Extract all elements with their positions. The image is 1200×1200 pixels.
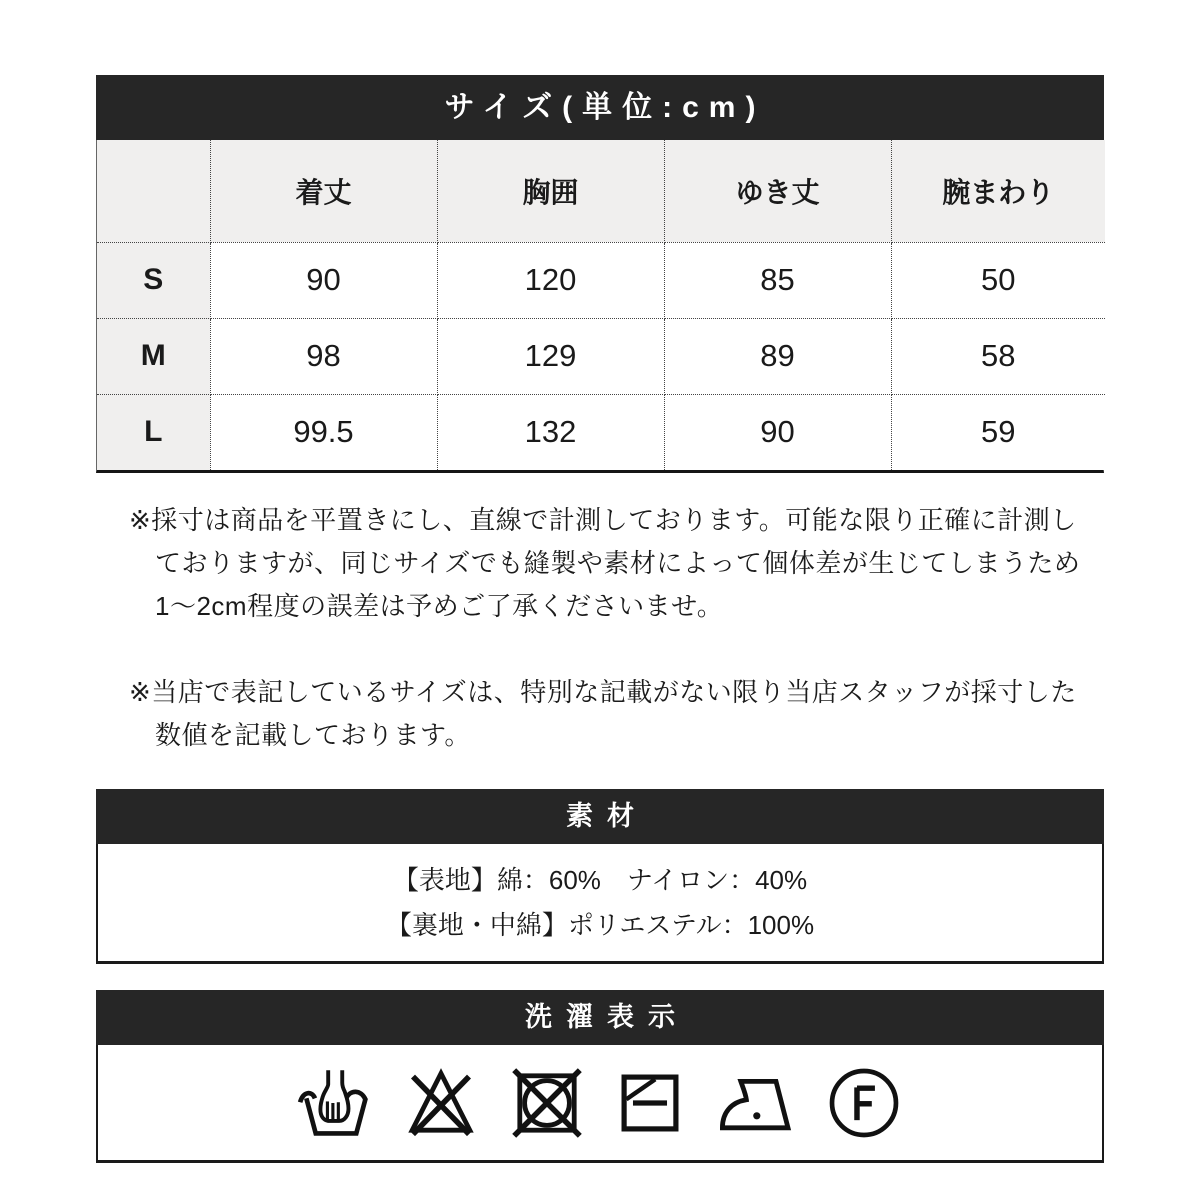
material-line-outer: 【表地】綿：60% ナイロン：40%	[392, 865, 808, 895]
size-value: 129	[437, 318, 664, 394]
size-value: 120	[437, 242, 664, 318]
size-value: 89	[664, 318, 891, 394]
material-body	[96, 844, 1104, 964]
size-label: S	[97, 242, 210, 318]
size-row-m	[97, 318, 1105, 394]
size-chart-section	[96, 75, 1104, 473]
size-value: 50	[891, 242, 1105, 318]
size-value: 58	[891, 318, 1105, 394]
corner-cell	[97, 140, 210, 242]
size-row-s	[97, 242, 1105, 318]
material-line-lining: 【裏地・中綿】ポリエステル：100%	[385, 910, 815, 940]
material-section	[96, 789, 1104, 964]
note-line: 1〜2cm程度の誤差は予めご了承くださいませ。	[155, 591, 724, 621]
note-line: 数値を記載しております。	[155, 720, 471, 750]
size-value: 90	[664, 394, 891, 470]
size-table-wrapper	[96, 140, 1104, 473]
size-table-header-row	[97, 140, 1105, 242]
note-line: ※採寸は商品を平置きにし、直線で計測しております。可能な限り正確に計測し	[129, 505, 1077, 535]
column-header-chest: 胸囲	[437, 140, 664, 242]
measurement-note	[129, 499, 1089, 628]
size-chart-title: サイズ(単位:cm)	[96, 75, 1104, 140]
column-header-length: 着丈	[210, 140, 437, 242]
size-value: 90	[210, 242, 437, 318]
iron-low-heat-icon	[713, 1063, 799, 1143]
dry-flat-in-shade-icon	[613, 1063, 687, 1143]
size-value: 98	[210, 318, 437, 394]
size-label: M	[97, 318, 210, 394]
size-label: L	[97, 394, 210, 470]
column-header-arm: 腕まわり	[891, 140, 1105, 242]
do-not-bleach-icon	[401, 1063, 481, 1143]
professional-cleaning-f-icon	[825, 1063, 903, 1143]
size-value: 59	[891, 394, 1105, 470]
note-line: ※当店で表記しているサイズは、特別な記載がない限り当店スタッフが採寸した	[129, 677, 1077, 707]
size-value: 85	[664, 242, 891, 318]
care-label-section	[96, 990, 1104, 1163]
size-table	[97, 140, 1105, 470]
material-title: 素材	[96, 789, 1104, 844]
hand-wash-icon	[297, 1063, 375, 1143]
do-not-tumble-dry-icon	[507, 1063, 587, 1143]
staff-measured-note	[129, 671, 1089, 757]
size-value: 99.5	[210, 394, 437, 470]
size-row-l	[97, 394, 1105, 470]
column-header-sleeve: ゆき丈	[664, 140, 891, 242]
care-symbols-row	[96, 1045, 1104, 1163]
size-value: 132	[437, 394, 664, 470]
care-label-title: 洗濯表示	[96, 990, 1104, 1045]
note-line: ておりますが、同じサイズでも縫製や素材によって個体差が生じてしまうため	[155, 548, 1081, 578]
